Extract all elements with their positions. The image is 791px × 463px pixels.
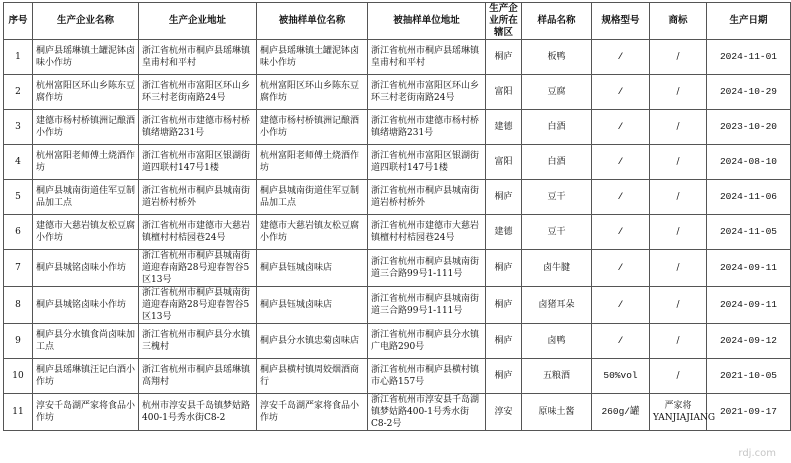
table-header-row bbox=[4, 3, 791, 40]
cell-spec: / bbox=[592, 180, 650, 215]
header-index: 序号 bbox=[4, 3, 33, 40]
table-row bbox=[4, 250, 791, 287]
cell-production-date: 2023-10-20 bbox=[707, 110, 791, 145]
cell-jurisdiction: 桐庐 bbox=[486, 180, 522, 215]
cell-index: 8 bbox=[4, 287, 33, 324]
cell-producer-address: 浙江省杭州市建德市大慈岩镇檀村村桔园巷24号 bbox=[139, 215, 257, 250]
cell-sampled-unit-address: 浙江省杭州市桐庐县城南街道三合路99号1-111号 bbox=[368, 287, 486, 324]
cell-producer-address: 浙江省杭州市富阳区环山乡环三村老街南路24号 bbox=[139, 75, 257, 110]
header-production-date: 生产日期 bbox=[707, 3, 791, 40]
cell-producer-name: 桐庐县瑶琳镇土罐泥钵卤味小作坊 bbox=[33, 40, 139, 75]
cell-producer-name: 桐庐县城南街道佳军豆制品加工点 bbox=[33, 180, 139, 215]
cell-brand: / bbox=[650, 324, 707, 359]
cell-index: 10 bbox=[4, 359, 33, 394]
cell-sample-name: 板鸭 bbox=[522, 40, 592, 75]
cell-sample-name: 豆腐 bbox=[522, 75, 592, 110]
cell-production-date: 2024-09-12 bbox=[707, 324, 791, 359]
cell-sampled-unit-name: 淳安千岛湖严家将食品小作坊 bbox=[257, 394, 368, 431]
cell-sampled-unit-name: 建德市杨村桥镇洲记酿酒小作坊 bbox=[257, 110, 368, 145]
cell-sampled-unit-address: 浙江省杭州市淳安县千岛湖镇梦姑路400-1号秀水街C8-2号 bbox=[368, 394, 486, 431]
cell-spec: / bbox=[592, 145, 650, 180]
cell-production-date: 2024-08-10 bbox=[707, 145, 791, 180]
cell-index: 7 bbox=[4, 250, 33, 287]
cell-jurisdiction: 桐庐 bbox=[486, 40, 522, 75]
cell-jurisdiction: 桐庐 bbox=[486, 287, 522, 324]
header-sampled-unit-name: 被抽样单位名称 bbox=[257, 3, 368, 40]
cell-production-date: 2021-09-17 bbox=[707, 394, 791, 431]
cell-production-date: 2024-11-01 bbox=[707, 40, 791, 75]
table-row bbox=[4, 75, 791, 110]
cell-spec: / bbox=[592, 324, 650, 359]
cell-producer-address: 浙江省杭州市富阳区银湖街道四联村147号1楼 bbox=[139, 145, 257, 180]
header-sample-name: 样品名称 bbox=[522, 3, 592, 40]
header-producer-name: 生产企业名称 bbox=[33, 3, 139, 40]
cell-sampled-unit-name: 桐庐县横村镇周姣烟酒商行 bbox=[257, 359, 368, 394]
cell-spec: 260g/罐 bbox=[592, 394, 650, 431]
table-row bbox=[4, 394, 791, 431]
cell-sampled-unit-address: 浙江省杭州市桐庐县城南街道岩桥村桥外 bbox=[368, 180, 486, 215]
table-row bbox=[4, 110, 791, 145]
table-row bbox=[4, 324, 791, 359]
cell-brand: / bbox=[650, 180, 707, 215]
cell-brand: / bbox=[650, 359, 707, 394]
cell-jurisdiction: 富阳 bbox=[486, 145, 522, 180]
cell-index: 6 bbox=[4, 215, 33, 250]
table-row bbox=[4, 180, 791, 215]
cell-spec: 50%vol bbox=[592, 359, 650, 394]
cell-sample-name: 五粮酒 bbox=[522, 359, 592, 394]
cell-producer-name: 桐庐县瑶琳镇汪记白酒小作坊 bbox=[33, 359, 139, 394]
cell-producer-address: 浙江省杭州市桐庐县瑶琳镇高翔村 bbox=[139, 359, 257, 394]
table-row bbox=[4, 359, 791, 394]
cell-brand: / bbox=[650, 287, 707, 324]
watermark: rdj.com bbox=[738, 448, 776, 459]
cell-producer-name: 建德市杨村桥镇洲记酿酒小作坊 bbox=[33, 110, 139, 145]
cell-producer-name: 桐庐县城铭卤味小作坊 bbox=[33, 250, 139, 287]
header-brand: 商标 bbox=[650, 3, 707, 40]
cell-index: 3 bbox=[4, 110, 33, 145]
cell-brand: / bbox=[650, 215, 707, 250]
cell-sampled-unit-address: 浙江省杭州市建德市大慈岩镇檀村村桔园巷24号 bbox=[368, 215, 486, 250]
cell-spec: / bbox=[592, 110, 650, 145]
cell-brand: / bbox=[650, 75, 707, 110]
cell-sampled-unit-name: 桐庐县城南街道佳军豆制品加工点 bbox=[257, 180, 368, 215]
cell-spec: / bbox=[592, 287, 650, 324]
cell-producer-name: 桐庐县城铭卤味小作坊 bbox=[33, 287, 139, 324]
cell-index: 5 bbox=[4, 180, 33, 215]
cell-production-date: 2021-10-05 bbox=[707, 359, 791, 394]
table-row bbox=[4, 215, 791, 250]
cell-producer-address: 浙江省杭州市桐庐县分水镇三槐村 bbox=[139, 324, 257, 359]
header-sampled-unit-address: 被抽样单位地址 bbox=[368, 3, 486, 40]
cell-sampled-unit-address: 浙江省杭州市富阳区银湖街道四联村147号1楼 bbox=[368, 145, 486, 180]
cell-producer-name: 杭州富阳区环山乡陈东豆腐作坊 bbox=[33, 75, 139, 110]
cell-brand: / bbox=[650, 40, 707, 75]
cell-spec: / bbox=[592, 215, 650, 250]
cell-index: 9 bbox=[4, 324, 33, 359]
cell-spec: / bbox=[592, 75, 650, 110]
cell-jurisdiction: 桐庐 bbox=[486, 250, 522, 287]
cell-sampled-unit-name: 桐庐县分水镇忠菊卤味店 bbox=[257, 324, 368, 359]
table-row bbox=[4, 40, 791, 75]
cell-sample-name: 卤猪耳朵 bbox=[522, 287, 592, 324]
cell-producer-address: 浙江省杭州市桐庐县城南街道迎春南路28号迎春智谷5区13号 bbox=[139, 287, 257, 324]
cell-spec: / bbox=[592, 250, 650, 287]
cell-sampled-unit-name: 杭州富阳区环山乡陈东豆腐作坊 bbox=[257, 75, 368, 110]
cell-sampled-unit-address: 浙江省杭州市富阳区环山乡环三村老街南路24号 bbox=[368, 75, 486, 110]
cell-sampled-unit-name: 建德市大慈岩镇友松豆腐小作坊 bbox=[257, 215, 368, 250]
header-producer-address: 生产企业地址 bbox=[139, 3, 257, 40]
cell-sampled-unit-address: 浙江省杭州市建德市杨村桥镇绪塘路231号 bbox=[368, 110, 486, 145]
sampling-results-table bbox=[3, 2, 791, 431]
table-row bbox=[4, 145, 791, 180]
cell-sampled-unit-address: 浙江省杭州市桐庐县瑶琳镇皇甫村和平村 bbox=[368, 40, 486, 75]
cell-sample-name: 白酒 bbox=[522, 145, 592, 180]
cell-sampled-unit-address: 浙江省杭州市桐庐县分水镇广电路290号 bbox=[368, 324, 486, 359]
cell-index: 4 bbox=[4, 145, 33, 180]
cell-sample-name: 原味土酱 bbox=[522, 394, 592, 431]
cell-production-date: 2024-11-05 bbox=[707, 215, 791, 250]
cell-producer-address: 浙江省杭州市桐庐县瑶琳镇皇甫村和平村 bbox=[139, 40, 257, 75]
cell-sample-name: 卤鸭 bbox=[522, 324, 592, 359]
cell-jurisdiction: 桐庐 bbox=[486, 324, 522, 359]
cell-sample-name: 卤牛腱 bbox=[522, 250, 592, 287]
cell-sample-name: 白酒 bbox=[522, 110, 592, 145]
cell-sampled-unit-name: 杭州富阳老师傅土烧酒作坊 bbox=[257, 145, 368, 180]
cell-brand: / bbox=[650, 250, 707, 287]
cell-producer-address: 浙江省杭州市桐庐县城南街道岩桥村桥外 bbox=[139, 180, 257, 215]
cell-producer-address: 浙江省杭州市建德市杨村桥镇绪塘路231号 bbox=[139, 110, 257, 145]
cell-jurisdiction: 建德 bbox=[486, 215, 522, 250]
cell-index: 2 bbox=[4, 75, 33, 110]
cell-index: 1 bbox=[4, 40, 33, 75]
cell-producer-name: 桐庐县分水镇食尚卤味加工点 bbox=[33, 324, 139, 359]
cell-production-date: 2024-11-06 bbox=[707, 180, 791, 215]
cell-sampled-unit-address: 浙江省杭州市桐庐县城南街道三合路99号1-111号 bbox=[368, 250, 486, 287]
cell-producer-name: 杭州富阳老师傅土烧酒作坊 bbox=[33, 145, 139, 180]
cell-producer-address: 浙江省杭州市桐庐县城南街道迎春南路28号迎春智谷5区13号 bbox=[139, 250, 257, 287]
cell-brand: 严家将 YANJIAJIANG bbox=[650, 394, 707, 431]
cell-sampled-unit-name: 桐庐县瑶琳镇土罐泥钵卤味小作坊 bbox=[257, 40, 368, 75]
cell-sampled-unit-address: 浙江省杭州市桐庐县横村镇市心路157号 bbox=[368, 359, 486, 394]
table-row bbox=[4, 287, 791, 324]
cell-producer-address: 杭州市淳安县千岛镇梦姑路400-1号秀水街C8-2 bbox=[139, 394, 257, 431]
cell-spec: / bbox=[592, 40, 650, 75]
cell-jurisdiction: 桐庐 bbox=[486, 359, 522, 394]
cell-sampled-unit-name: 桐庐县钰城卤味店 bbox=[257, 250, 368, 287]
cell-production-date: 2024-09-11 bbox=[707, 287, 791, 324]
header-spec: 规格型号 bbox=[592, 3, 650, 40]
header-jurisdiction: 生产企业所在辖区 bbox=[486, 3, 522, 40]
cell-production-date: 2024-09-11 bbox=[707, 250, 791, 287]
cell-production-date: 2024-10-29 bbox=[707, 75, 791, 110]
cell-sample-name: 豆干 bbox=[522, 180, 592, 215]
cell-jurisdiction: 淳安 bbox=[486, 394, 522, 431]
cell-producer-name: 建德市大慈岩镇友松豆腐小作坊 bbox=[33, 215, 139, 250]
cell-producer-name: 淳安千岛湖严家将食品小作坊 bbox=[33, 394, 139, 431]
cell-index: 11 bbox=[4, 394, 33, 431]
cell-sampled-unit-name: 桐庐县钰城卤味店 bbox=[257, 287, 368, 324]
cell-jurisdiction: 富阳 bbox=[486, 75, 522, 110]
cell-sample-name: 豆干 bbox=[522, 215, 592, 250]
cell-jurisdiction: 建德 bbox=[486, 110, 522, 145]
cell-brand: / bbox=[650, 110, 707, 145]
cell-brand: / bbox=[650, 145, 707, 180]
